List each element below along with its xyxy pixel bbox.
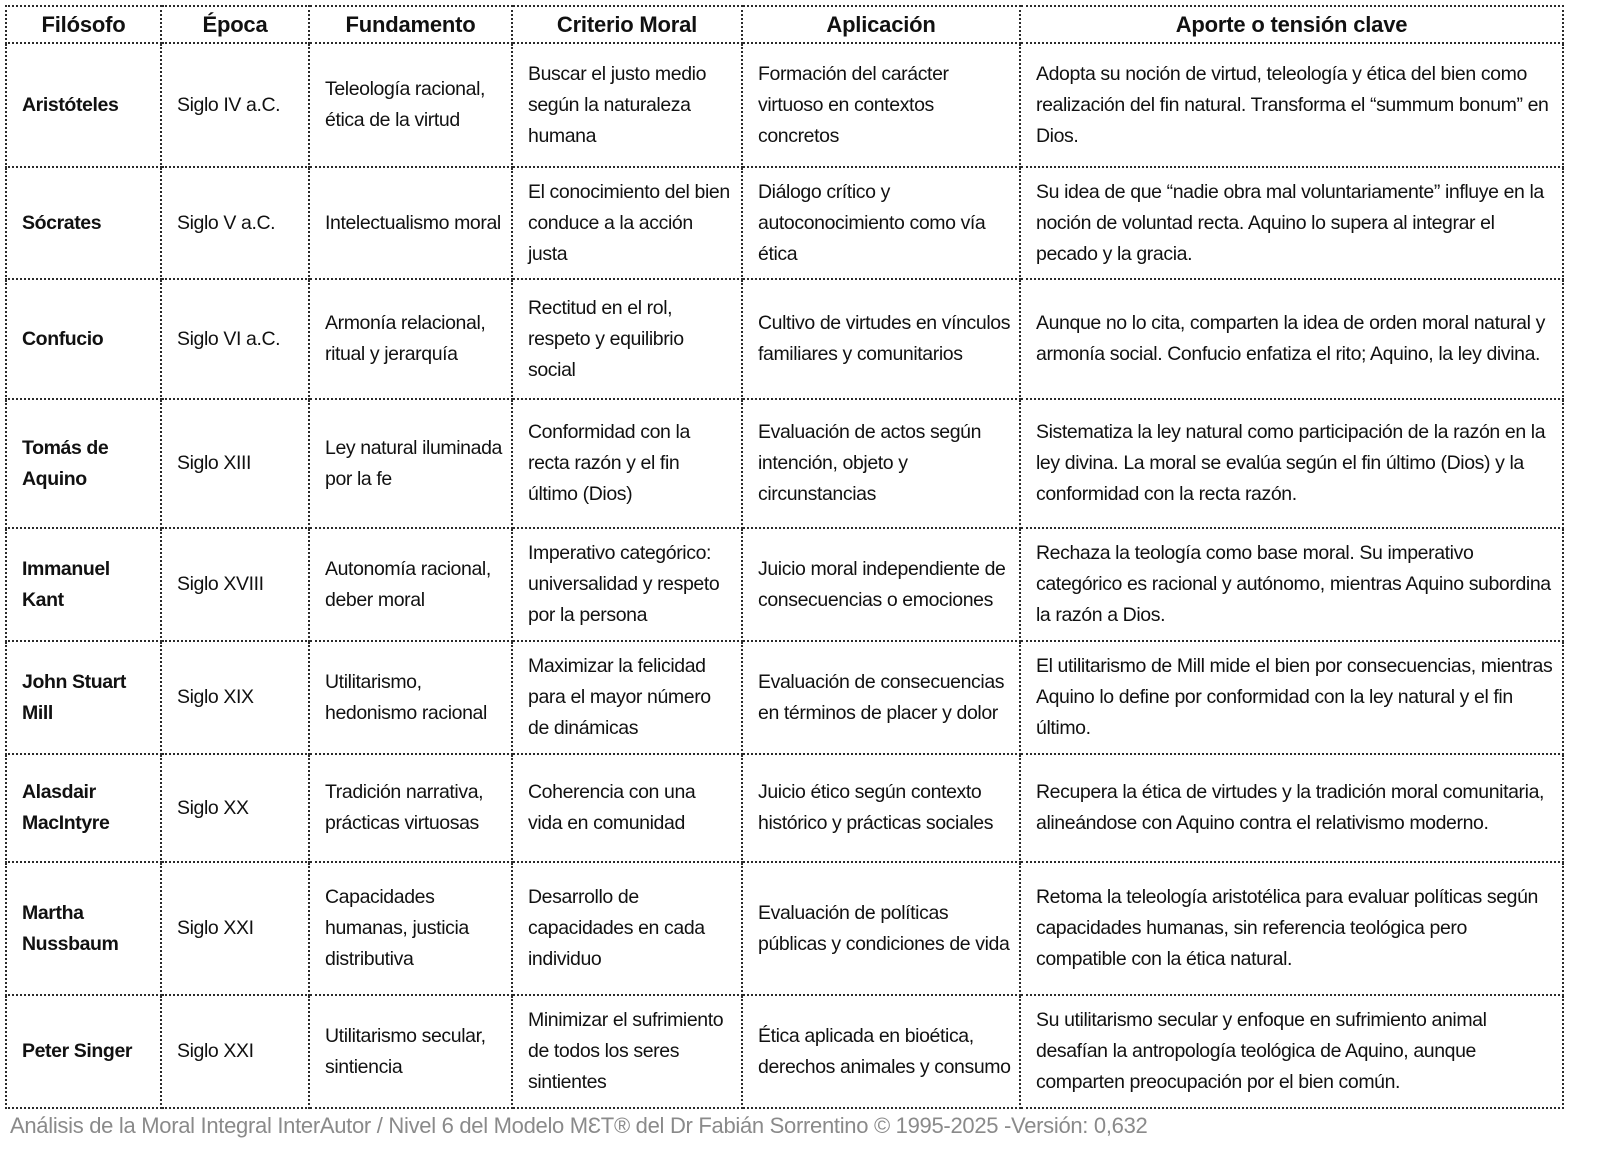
criterion-cell: Desarrollo de capacidades en cada individuo bbox=[512, 862, 742, 995]
header-row bbox=[6, 6, 1563, 43]
table-row bbox=[6, 279, 1563, 399]
criterion-cell: Imperativo categórico: universalidad y respeto por la persona bbox=[512, 528, 742, 641]
application-cell: Ética aplicada en bioética, derechos animales y consumo bbox=[742, 995, 1020, 1108]
era-cell: Siglo XX bbox=[161, 754, 309, 862]
header-era: Época bbox=[161, 6, 309, 43]
application-cell: Evaluación de consecuencias en términos de placer y dolor bbox=[742, 641, 1020, 754]
criterion-cell: Rectitud en el rol, respeto y equilibrio social bbox=[512, 279, 742, 399]
table-row bbox=[6, 995, 1563, 1108]
contribution-cell: Adopta su noción de virtud, teleología y ética del bien como realización del fin natural. Transforma el “summum bonum” en Dios. bbox=[1020, 43, 1563, 167]
philosopher-cell: Confucio bbox=[6, 279, 161, 399]
table-row bbox=[6, 167, 1563, 279]
era-cell: Siglo XIX bbox=[161, 641, 309, 754]
contribution-cell: Retoma la teleología aristotélica para evaluar políticas según capacidades humanas, sin referencia teológica pero compatible con la ética natural. bbox=[1020, 862, 1563, 995]
criterion-cell: Coherencia con una vida en comunidad bbox=[512, 754, 742, 862]
contribution-cell: Rechaza la teología como base moral. Su imperativo categórico es racional y autónomo, mientras Aquino subordina la razón a Dios. bbox=[1020, 528, 1563, 641]
era-cell: Siglo IV a.C. bbox=[161, 43, 309, 167]
table-row bbox=[6, 754, 1563, 862]
criterion-cell: El conocimiento del bien conduce a la acción justa bbox=[512, 167, 742, 279]
contribution-cell: El utilitarismo de Mill mide el bien por consecuencias, mientras Aquino lo define por conformidad con la ley natural y el fin último. bbox=[1020, 641, 1563, 754]
philosopher-cell: Alasdair MacIntyre bbox=[6, 754, 161, 862]
table-row bbox=[6, 862, 1563, 995]
application-cell: Evaluación de actos según intención, objeto y circunstancias bbox=[742, 399, 1020, 528]
header-criterion: Criterio Moral bbox=[512, 6, 742, 43]
criterion-cell: Minimizar el sufrimiento de todos los seres sintientes bbox=[512, 995, 742, 1108]
philosopher-cell: John Stuart Mill bbox=[6, 641, 161, 754]
application-cell: Evaluación de políticas públicas y condiciones de vida bbox=[742, 862, 1020, 995]
philosopher-cell: Tomás de Aquino bbox=[6, 399, 161, 528]
philosopher-cell: Martha Nussbaum bbox=[6, 862, 161, 995]
philosopher-cell: Immanuel Kant bbox=[6, 528, 161, 641]
era-cell: Siglo VI a.C. bbox=[161, 279, 309, 399]
foundation-cell: Utilitarismo secular, sintiencia bbox=[309, 995, 512, 1108]
header-foundation: Fundamento bbox=[309, 6, 512, 43]
footer-credit: Análisis de la Moral Integral InterAutor / Nivel 6 del Modelo MƐT® del Dr Fabián Sorrentino © 1995-2025 -Versión: 0,632 bbox=[10, 1113, 1148, 1138]
table-row bbox=[6, 641, 1563, 754]
table-row bbox=[6, 528, 1563, 641]
criterion-cell: Maximizar la felicidad para el mayor número de dinámicas bbox=[512, 641, 742, 754]
table-row bbox=[6, 43, 1563, 167]
foundation-cell: Utilitarismo, hedonismo racional bbox=[309, 641, 512, 754]
philosophers-comparison-table bbox=[5, 5, 1564, 1109]
contribution-cell: Su utilitarismo secular y enfoque en sufrimiento animal desafían la antropología teológica de Aquino, aunque comparten preocupación por el bien común. bbox=[1020, 995, 1563, 1108]
philosopher-cell: Aristóteles bbox=[6, 43, 161, 167]
era-cell: Siglo XXI bbox=[161, 995, 309, 1108]
foundation-cell: Capacidades humanas, justicia distributiva bbox=[309, 862, 512, 995]
foundation-cell: Armonía relacional, ritual y jerarquía bbox=[309, 279, 512, 399]
foundation-cell: Intelectualismo moral bbox=[309, 167, 512, 279]
philosopher-cell: Sócrates bbox=[6, 167, 161, 279]
contribution-cell: Recupera la ética de virtudes y la tradición moral comunitaria, alineándose con Aquino contra el relativismo moderno. bbox=[1020, 754, 1563, 862]
contribution-cell: Sistematiza la ley natural como participación de la razón en la ley divina. La moral se evalúa según el fin último (Dios) y la conformidad con la recta razón. bbox=[1020, 399, 1563, 528]
application-cell: Juicio moral independiente de consecuencias o emociones bbox=[742, 528, 1020, 641]
table-row bbox=[6, 399, 1563, 528]
philosopher-cell: Peter Singer bbox=[6, 995, 161, 1108]
era-cell: Siglo XIII bbox=[161, 399, 309, 528]
era-cell: Siglo XVIII bbox=[161, 528, 309, 641]
application-cell: Juicio ético según contexto histórico y prácticas sociales bbox=[742, 754, 1020, 862]
application-cell: Formación del carácter virtuoso en contextos concretos bbox=[742, 43, 1020, 167]
header-philosopher: Filósofo bbox=[6, 6, 161, 43]
criterion-cell: Conformidad con la recta razón y el fin último (Dios) bbox=[512, 399, 742, 528]
foundation-cell: Autonomía racional, deber moral bbox=[309, 528, 512, 641]
header-contribution: Aporte o tensión clave bbox=[1020, 6, 1563, 43]
application-cell: Cultivo de virtudes en vínculos familiares y comunitarios bbox=[742, 279, 1020, 399]
contribution-cell: Su idea de que “nadie obra mal voluntariamente” influye en la noción de voluntad recta. Aquino lo supera al integrar el pecado y la gracia. bbox=[1020, 167, 1563, 279]
header-application: Aplicación bbox=[742, 6, 1020, 43]
criterion-cell: Buscar el justo medio según la naturaleza humana bbox=[512, 43, 742, 167]
era-cell: Siglo V a.C. bbox=[161, 167, 309, 279]
foundation-cell: Teleología racional, ética de la virtud bbox=[309, 43, 512, 167]
era-cell: Siglo XXI bbox=[161, 862, 309, 995]
contribution-cell: Aunque no lo cita, comparten la idea de orden moral natural y armonía social. Confucio enfatiza el rito; Aquino, la ley divina. bbox=[1020, 279, 1563, 399]
application-cell: Diálogo crítico y autoconocimiento como vía ética bbox=[742, 167, 1020, 279]
foundation-cell: Tradición narrativa, prácticas virtuosas bbox=[309, 754, 512, 862]
foundation-cell: Ley natural iluminada por la fe bbox=[309, 399, 512, 528]
